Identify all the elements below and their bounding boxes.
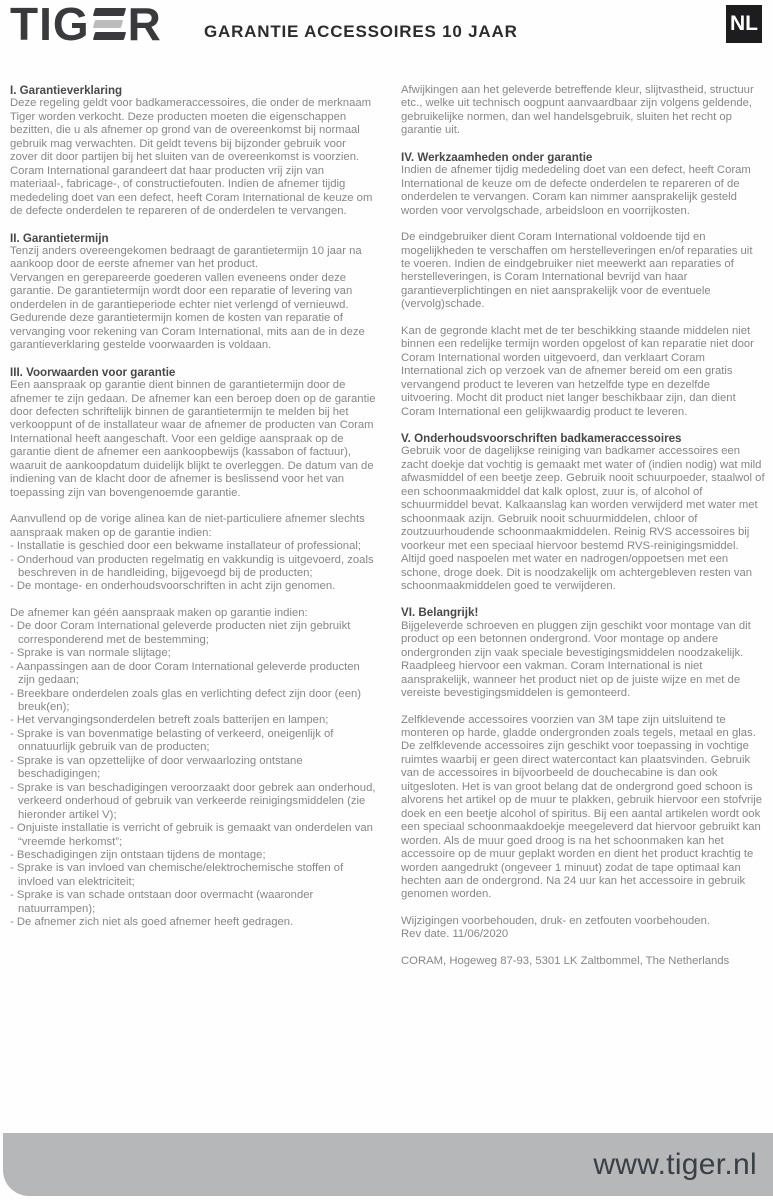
list-item: - De door Coram International geleverde producten niet zijn gebruikt corresponderend met de bestemming; [10, 620, 351, 646]
revision-date: Rev date. 11/06/2020 [401, 928, 509, 941]
section-heading: V. Onderhoudsvoorschriften badkameraccessoires [401, 431, 682, 445]
company-address [401, 955, 765, 968]
end-user-paragraph [401, 231, 765, 312]
section-heading: II. Garantietermijn [10, 231, 109, 245]
logo-e-bar-bottom [93, 32, 126, 40]
list-item: - Sprake is van beschadigingen veroorzaakt door gebrek aan onderhoud, verkeerd onderhoud of gebruik van verkeerde reinigingsmiddelen (zie hieronder artikel V); [10, 781, 376, 821]
paragraph: Zelfklevende accessoires voorzien van 3M tape zijn uitsluitend te monteren op harde, gladde ondergronden zoals tegels, metaal en glas. De zelfklevende accessoires zijn geschikt voor toepassing in vochtige ruimtes waarbij er geen direct watercontact kan plaatsvinden. Gebruik van de accessoires in bijvoorbeeld de douchecabine is dan ook uitgesloten. Het is van groot belang dat de ondergrond goed schoon is alvorens het artikel op de muur te plakken, gebruik hiervoor een stofvrije doek en een beetje alcohol of spiritus. Bij een aantal artikelen wordt ook een speciaal schoonmaakdoekje meegeleverd dat hiervoor gebruikt kan worden. Als de muur goed droog is na het schoonmaken kan het accessoire op de muur geplakt worden en dient het product krachtig te worden aangedrukt (ongeveer 1 minuut) zodat de tape optimaal kan hechten aan de ondergrond. Na 24 uur kan het accessoire in gebruik genomen worden. [401, 713, 763, 901]
replacement-paragraph [401, 325, 765, 419]
list-item: - Sprake is van schade ontstaan door overmacht (waaronder natuurrampen); [10, 889, 314, 915]
paragraph: Gedurende deze garantietermijn komen de kosten van reparatie of vervanging voor rekening van Coram International, mits aan de in deze garantieverklaring gestelde voorwaarden is voldaan. [10, 312, 365, 352]
section-heading: VI. Belangrijk! [401, 606, 479, 620]
list-item: - Sprake is van opzettelijke of door verwaarlozing ontstane beschadigingen; [10, 754, 303, 781]
list-item: - Onderhoud van producten regelmatig en vakkundig is uitgevoerd, zoals beschreven in de handleiding, bijgevoegd bij de producten; [10, 553, 374, 579]
section-heading: IV. Werkzaamheden onder garantie [401, 150, 593, 164]
paragraph: Bijgeleverde schroeven en pluggen zijn geschikt voor montage van dit product op een betonnen ondergrond. Voor montage op andere ondergronden zijn vaak speciale bevestigingsmiddelen noodzakelijk. Raadpleeg hiervoor een vakman. Coram International is niet aansprakelijk, wanneer het product niet op de juiste wijze en met de vereiste bevestigingsmiddelen is gemonteerd. [401, 619, 751, 700]
section-onderhoudsvoorschriften [401, 432, 765, 593]
list-item: - Aanpassingen aan de door Coram International geleverde producten zijn gedaan; [10, 660, 360, 687]
paragraph: Aanvullend op de vorige alinea kan de niet-particuliere afnemer slechts aanspraak maken op de garantie indien: [10, 513, 365, 539]
address-text: CORAM, Hogeweg 87-93, 5301 LK Zaltbommel, The Netherlands [401, 954, 730, 967]
tiger-logo-letters-tig: TIG [10, 0, 90, 50]
logo-e-bar-top [93, 8, 126, 16]
section-heading: I. Garantieverklaring [10, 84, 123, 97]
list-item: - Beschadigingen zijn ontstaan tijdens de montage; [10, 849, 266, 862]
paragraph: Kan de gegronde klacht met de ter beschikking staande middelen niet binnen een redelijke termijn worden opgelost of kan reparatie niet door Coram International worden uitgevoerd, dan verklaart Coram International zich op verzoek van de afnemer bereid om een gratis vervangend product te leveren van hetzelfde type en dezelfde uitvoering. Mocht dit product niet langer beschikbaar zijn, dan dient Coram International een gelijkwaardig product te leveren. [401, 324, 754, 418]
adhesive-tape-paragraph [401, 714, 765, 902]
section-garantieverklaring [10, 84, 376, 219]
paragraph: Deze regeling geldt voor badkameraccessoires, die onder de merknaam Tiger worden verkocht. Deze producten moeten die eigenschappen bezitten, die u als afnemer op grond van de overeenkomst bij normaal gebruik mag verwachten. Dit geldt tevens bij bijzonder gebruik voor zover dit door partijen bij het sluiten van de overeenkomst is voorzien. Coram International garandeert dat haar producten vrij zijn van materiaal-, fabricage-, of constructiefouten. Indien de afnemer tijdig mededeling doet van een defect, heeft Coram International de keuze om de defecte onderdelen te repareren of de onderdelen te vervangen. [10, 97, 373, 218]
list-item: - Het vervangingsonderdelen betreft zoals batterijen en lampen; [10, 714, 329, 727]
disclaimer-block [401, 915, 765, 942]
paragraph: Vervangen en gerepareerde goederen vallen eveneens onder deze garantie. De garantietermijn wordt door een reparatie of levering van onderdelen in de garantieperiode echter niet verlengd of vernieuwd. [10, 271, 353, 311]
list-item: - De afnemer zich niet als goed afnemer heeft gedragen. [10, 916, 294, 929]
conditions-exclusion-list [10, 607, 376, 930]
left-column [10, 84, 376, 981]
section-garantietermijn [10, 232, 376, 353]
tiger-logo [10, 0, 162, 50]
list-item: - Breekbare onderdelen zoals glas en verlichting defect zijn door (een) breuk(en); [10, 687, 362, 714]
tiger-logo-stylized-e-icon [94, 8, 125, 40]
paragraph: Afwijkingen aan het geleverde betreffende kleur, slijtvastheid, structuur etc., welke uit technisch oogpunt aanvaardbaar zijn volgens geldende, gebruikelijke normen, dan wel handelsgebruik, sluiten het recht op garantie uit. [401, 84, 754, 137]
paragraph: De afnemer kan géén aanspraak maken op garantie indien: [10, 606, 308, 619]
list-item: - Sprake is van invloed van chemische/elektrochemische stoffen of invloed van elektriciteit; [10, 862, 344, 888]
footer-bar [3, 1133, 773, 1196]
conditions-positive-list [10, 513, 376, 594]
deviation-paragraph [401, 84, 765, 138]
list-item: - Sprake is van bovenmatige belasting of verkeerd, oneigenlijk of onnatuurlijk gebruik van de producten; [10, 727, 334, 754]
page-title: GARANTIE ACCESSOIRES 10 JAAR [204, 22, 518, 41]
website-url: www.tiger.nl [593, 1147, 757, 1181]
logo-e-bar-middle [93, 20, 123, 28]
disclaimer-text: Wijzigingen voorbehouden, druk- en zetfouten voorbehouden. [401, 914, 710, 927]
language-badge-nl: NL [726, 5, 762, 43]
tiger-logo-letter-r: R [127, 0, 162, 50]
list-item: - De montage- en onderhoudsvoorschriften in acht zijn genomen. [10, 580, 336, 593]
list-item: - Sprake is van normale slijtage; [10, 647, 171, 660]
section-belangrijk [401, 606, 765, 700]
paragraph: Gebruik voor de dagelijkse reiniging van badkamer accessoires een zacht doekje dat vochtig is gemaakt met water of (indien nodig) wat mild afwasmiddel of een beetje zeep. Gebruik nooit schuurpoeder, staalwol of een schoonmaakmiddel dat kalk oplost, zuur is, of alcohol of schuurmiddel bevat. Kalkaanslag kan worden verwijderd met water met schoonmaak azijn. Gebruik nooit schuurmiddelen, chloor of zoutzuurhoudende schoonmaakmiddelen. Reinig RVS accessoires bij voorkeur met een speciaal hiervoor bestemd RVS-reinigingsmiddel. Altijd goed naspoelen met water en nadrogen/oppoetsen met een schone, droge doek. Dit is noodzakelijk om achtergebleven resten van schoonmaakmiddelen goed te verwijderen. [401, 445, 765, 592]
section-werkzaamheden [401, 151, 765, 218]
section-voorwaarden [10, 366, 376, 501]
paragraph: Indien de afnemer tijdig mededeling doet van een defect, heeft Coram International de keuze om de defecte onderdelen te repareren of de onderdelen te vervangen. Coram kan nimmer aansprakelijk gesteld worden voor vervolgschade, arbeidsloon en voorrijkosten. [401, 164, 751, 217]
list-item: - Installatie is geschied door een bekwame installateur of professional; [10, 540, 362, 553]
list-item: - Onjuiste installatie is verricht of gebruik is gemaakt van onderdelen van “vreemde herkomst”; [10, 822, 373, 848]
paragraph: Tenzij anders overeengekomen bedraagt de garantietermijn 10 jaar na aankoop door de eerste afnemer van het product. [10, 244, 362, 271]
paragraph: Een aanspraak op garantie dient binnen de garantietermijn door de afnemer te zijn gedaan. De afnemer kan een beroep doen op de garantie door defecten schriftelijk binnen de garantietermijn te melden bij het verkooppunt of de installateur waar de afnemer de producten van Coram International heeft aangeschaft. Voor een geldige aanspraak op de garantie dient de afnemer een aankoopbewijs (kassabon of factuur), waaruit de aankoopdatum duidelijk blijkt te overleggen. De datum van de indiening van de klacht door de afnemer is beslissend voor het van toepassing zijn van bovengenoemde garantie. [10, 379, 376, 499]
right-column [401, 84, 765, 981]
section-heading: III. Voorwaarden voor garantie [10, 365, 176, 379]
document-body [10, 84, 765, 981]
paragraph: De eindgebruiker dient Coram International voldoende tijd en mogelijkheden te verschaffen om herstelleveringen en/of reparaties uit te voeren. Indien de eindgebruiker niet meewerkt aan reparaties of herstelleveringen, is Coram International bevrijd van haar garantieverplichtingen en niet aansprakelijk voor de eventuele (vervolg)schade. [401, 231, 753, 311]
